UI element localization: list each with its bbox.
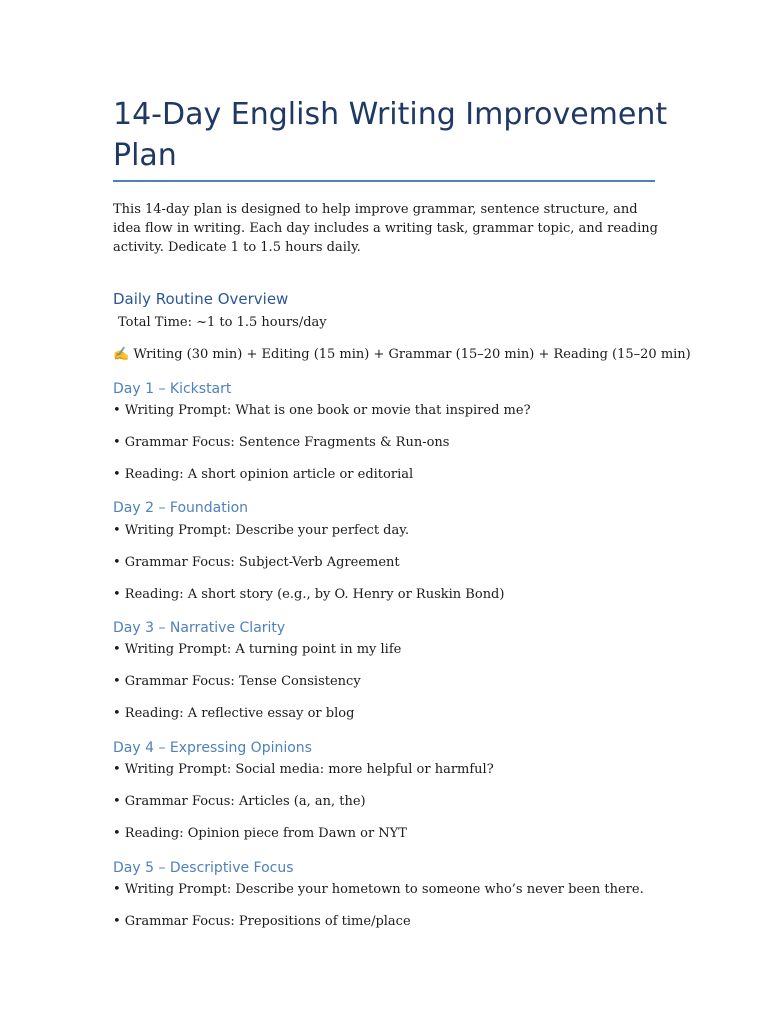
day-1-grammar: • Grammar Focus: Sentence Fragments & Run-ons <box>113 435 450 450</box>
day-1-heading: Day 1 – Kickstart <box>113 381 232 397</box>
day-2-heading: Day 2 – Foundation <box>113 500 249 516</box>
day-1-writing: • Writing Prompt: What is one book or movie that inspired me? <box>113 403 531 418</box>
document-title: 14-Day English Writing Improvement Plan <box>113 97 668 173</box>
routine-heading: Daily Routine Overview <box>113 290 289 308</box>
day-3-grammar: • Grammar Focus: Tense Consistency <box>113 674 361 689</box>
day-4-heading: Day 4 – Expressing Opinions <box>113 740 312 756</box>
day-1-reading: • Reading: A short opinion article or editorial <box>113 467 414 482</box>
intro-paragraph: This 14-day plan is designed to help improve grammar, sentence structure, and idea flow in writing. Each day includes a writing task, grammar topic, and reading activity. Dedicate 1 to 1.5 hours daily. <box>113 202 658 255</box>
routine-total-time: Total Time: ~1 to 1.5 hours/day <box>118 315 327 330</box>
day-5-writing: • Writing Prompt: Describe your hometown to someone who’s never been there. <box>113 882 644 897</box>
day-2-writing: • Writing Prompt: Describe your perfect day. <box>113 523 410 538</box>
day-5-heading: Day 5 – Descriptive Focus <box>113 860 294 876</box>
day-4-writing: • Writing Prompt: Social media: more helpful or harmful? <box>113 762 494 777</box>
day-3-reading: • Reading: A reflective essay or blog <box>113 706 355 721</box>
day-2-grammar: • Grammar Focus: Subject-Verb Agreement <box>113 555 400 570</box>
day-3-heading: Day 3 – Narrative Clarity <box>113 620 286 636</box>
day-4-reading: • Reading: Opinion piece from Dawn or NYT <box>113 826 407 841</box>
day-3-writing: • Writing Prompt: A turning point in my life <box>113 642 402 657</box>
day-2-reading: • Reading: A short story (e.g., by O. Henry or Ruskin Bond) <box>113 587 505 602</box>
routine-breakdown: ✍ Writing (30 min) + Editing (15 min) + Grammar (15–20 min) + Reading (15–20 min) <box>113 347 691 362</box>
day-4-grammar: • Grammar Focus: Articles (a, an, the) <box>113 794 366 809</box>
title-underline <box>113 180 655 182</box>
day-5-grammar: • Grammar Focus: Prepositions of time/place <box>113 914 411 929</box>
